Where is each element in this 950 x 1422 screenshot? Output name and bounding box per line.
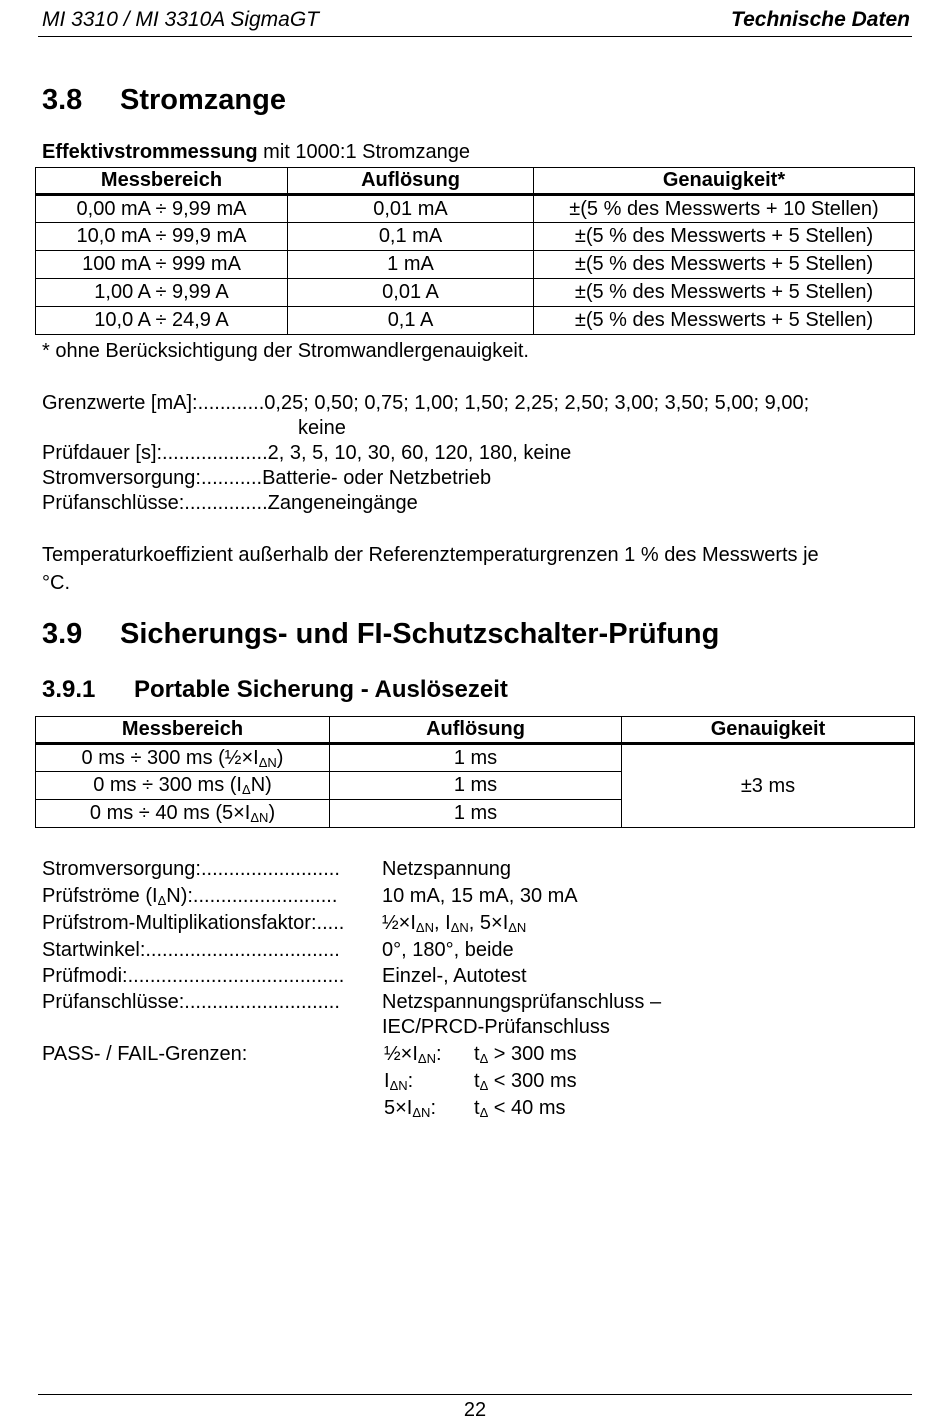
range-cell [36,744,330,772]
spec-value-power: Netzspannung [382,858,511,880]
header-rule [38,36,912,37]
range-cell [36,772,330,800]
range-cell: 10,0 A ÷ 24,9 A [36,307,288,335]
table-row [36,223,915,251]
pf-m-sub: ΔN [389,1078,408,1093]
page-number: 22 [463,1399,487,1421]
spec-value-modes: Einzel-, Autotest [382,965,527,987]
col-header: Auflösung [288,168,534,195]
mult-3: 5×I [479,912,509,934]
range-subscript: ΔN [250,810,269,825]
col-header: Messbereich [36,717,330,744]
spec-key: Stromversorgung:........... [42,467,263,489]
mult-2: I [445,912,451,934]
accuracy-cell: ±(5 % des Messwerts + 10 Stellen) [534,195,915,223]
heading-number: 3.9 [42,618,83,650]
spec-duration [42,442,571,465]
range-text-end: ) [268,802,276,824]
heading-title: Portable Sicherung - Auslösezeit [134,676,508,703]
intro-bold: Effektivstrommessung [42,141,258,163]
spec-value-connections-cont: IEC/PRCD-Prüfanschluss [382,1016,610,1038]
accuracy-cell: ±(5 % des Messwerts + 5 Stellen) [534,307,915,335]
heading-title: Stromzange [120,84,286,116]
spec-value-currents: 10 mA, 15 mA, 30 mA [382,885,578,907]
mult-3-sub: ΔN [508,920,527,935]
spec-key: Prüfanschlüsse:............... [42,492,268,514]
table-row [36,195,915,223]
table-row [36,744,915,772]
col-header: Genauigkeit [622,717,915,744]
footer-rule [38,1394,912,1395]
spec-value-angle: 0°, 180°, beide [382,939,514,961]
temp-coefficient-line2: °C. [42,572,70,594]
mult-1-sub: ΔN [415,920,434,935]
spec-value: Batterie- oder Netzbetrieb [262,467,492,489]
pf-t: t [474,1097,480,1119]
resolution-cell: 1 ms [330,744,622,772]
accuracy-cell: ±(5 % des Messwerts + 5 Stellen) [534,279,915,307]
spec-value: 0,25; 0,50; 0,75; 1,00; 1,50; 2,25; 2,50; 3,00; 3,50; 5,00; 9,00; [264,392,810,414]
pf-t-sub: Δ [479,1051,489,1066]
pf-m-sub: ΔN [417,1051,436,1066]
table-row [36,279,915,307]
heading-3-9 [42,618,719,651]
spec-connections [42,492,418,515]
pass-fail-multiplier [384,1097,436,1120]
pass-fail-condition [474,1043,577,1066]
table-intro [42,141,470,164]
mult-2-sub: ΔN [450,920,469,935]
spec-value: 2, 3, 5, 10, 30, 60, 120, 180, keine [267,442,572,464]
intro-rest: mit 1000:1 Stromzange [257,141,470,163]
temp-coefficient-line1: Temperaturkoeffizient außerhalb der Referenztemperaturgrenzen 1 % des Messwerts je [42,544,819,566]
pass-fail-condition [474,1097,566,1120]
mult-sep: , [468,912,480,934]
range-cell: 1,00 A ÷ 9,99 A [36,279,288,307]
pass-fail-condition [474,1070,577,1093]
range-text-end: N) [250,774,272,796]
pass-fail-multiplier [384,1043,442,1066]
range-subscript: Δ [242,782,251,797]
spec-key: Grenzwerte [mA]:............ [42,392,265,414]
heading-number: 3.9.1 [42,676,96,703]
header-model: MI 3310 / MI 3310A SigmaGT [42,8,320,31]
range-cell: 0,00 mA ÷ 9,99 mA [36,195,288,223]
pf-m: I [384,1070,390,1092]
table-row [36,307,915,335]
spec-key-currents [42,885,337,908]
key-text-end: N):.......................... [166,885,338,907]
pf-t: t [474,1043,480,1065]
pf-cond: > 300 ms [488,1043,577,1065]
pf-colon: : [436,1043,442,1065]
range-text-end: ) [276,746,284,769]
accuracy-cell: ±(5 % des Messwerts + 5 Stellen) [534,223,915,251]
col-header: Messbereich [36,168,288,195]
key-subscript: Δ [157,893,167,908]
range-text: 0 ms ÷ 40 ms (5×I [89,802,251,824]
heading-3-8 [42,84,286,117]
col-header: Auflösung [330,717,622,744]
pf-t: t [474,1070,480,1092]
pass-fail-multiplier [384,1070,413,1093]
resolution-cell: 0,1 A [288,307,534,335]
range-cell: 100 mA ÷ 999 mA [36,251,288,279]
pf-t-sub: Δ [479,1105,489,1120]
pf-colon: : [430,1097,436,1119]
spec-key-connections: Prüfanschlüsse:............................ [42,991,340,1013]
spec-value-connections: Netzspannungsprüfanschluss – [382,991,662,1013]
spec-key-power: Stromversorgung:......................... [42,858,340,880]
spec-key-angle: Startwinkel:................................... [42,939,340,961]
pf-m: ½×I [384,1043,418,1065]
accuracy-cell: ±(5 % des Messwerts + 5 Stellen) [534,251,915,279]
spec-key: Prüfdauer [s]:................... [42,442,268,464]
resolution-cell: 0,1 mA [288,223,534,251]
heading-3-9-1 [42,676,508,704]
range-cell [36,800,330,828]
key-text: Prüfströme (I [42,885,158,907]
spec-limits [42,392,809,415]
mult-sep: , [434,912,446,934]
spec-key-multiplier: Prüfstrom-Multiplikationsfaktor:..... [42,912,345,934]
pf-t-sub: Δ [479,1078,489,1093]
spec-value-cont: keine [298,417,346,439]
pf-m: 5×I [384,1097,413,1119]
range-text: 0 ms ÷ 300 ms (I [93,774,242,796]
spec-key-modes: Prüfmodi:....................................... [42,965,345,987]
pf-colon: : [407,1070,414,1092]
heading-number: 3.8 [42,84,83,116]
resolution-cell: 0,01 A [288,279,534,307]
range-subscript: ΔN [258,754,277,770]
accuracy-cell: ±3 ms [622,744,915,828]
pf-cond: < 300 ms [488,1070,577,1092]
spec-value-multiplier [382,912,526,935]
spec-power [42,467,491,490]
resolution-cell: 1 ms [330,772,622,800]
fuse-trip-time-table [35,716,915,828]
range-cell: 10,0 mA ÷ 99,9 mA [36,223,288,251]
spec-key-pass-fail: PASS- / FAIL-Grenzen: [42,1043,248,1065]
current-clamp-table [35,167,915,335]
pf-cond: < 40 ms [488,1097,566,1119]
col-header: Genauigkeit* [534,168,915,195]
spec-value: Zangeneingänge [267,492,418,514]
resolution-cell: 0,01 mA [288,195,534,223]
resolution-cell: 1 mA [288,251,534,279]
heading-title: Sicherungs- und FI-Schutzschalter-Prüfung [120,618,720,650]
resolution-cell: 1 ms [330,800,622,828]
table-footnote: * ohne Berücksichtigung der Stromwandlergenauigkeit. [42,340,529,362]
range-text: 0 ms ÷ 300 ms (½×I [81,746,259,769]
mult-1: ½×I [382,912,416,934]
table-row [36,251,915,279]
header-section: Technische Daten [731,8,910,31]
pf-m-sub: ΔN [412,1105,431,1120]
